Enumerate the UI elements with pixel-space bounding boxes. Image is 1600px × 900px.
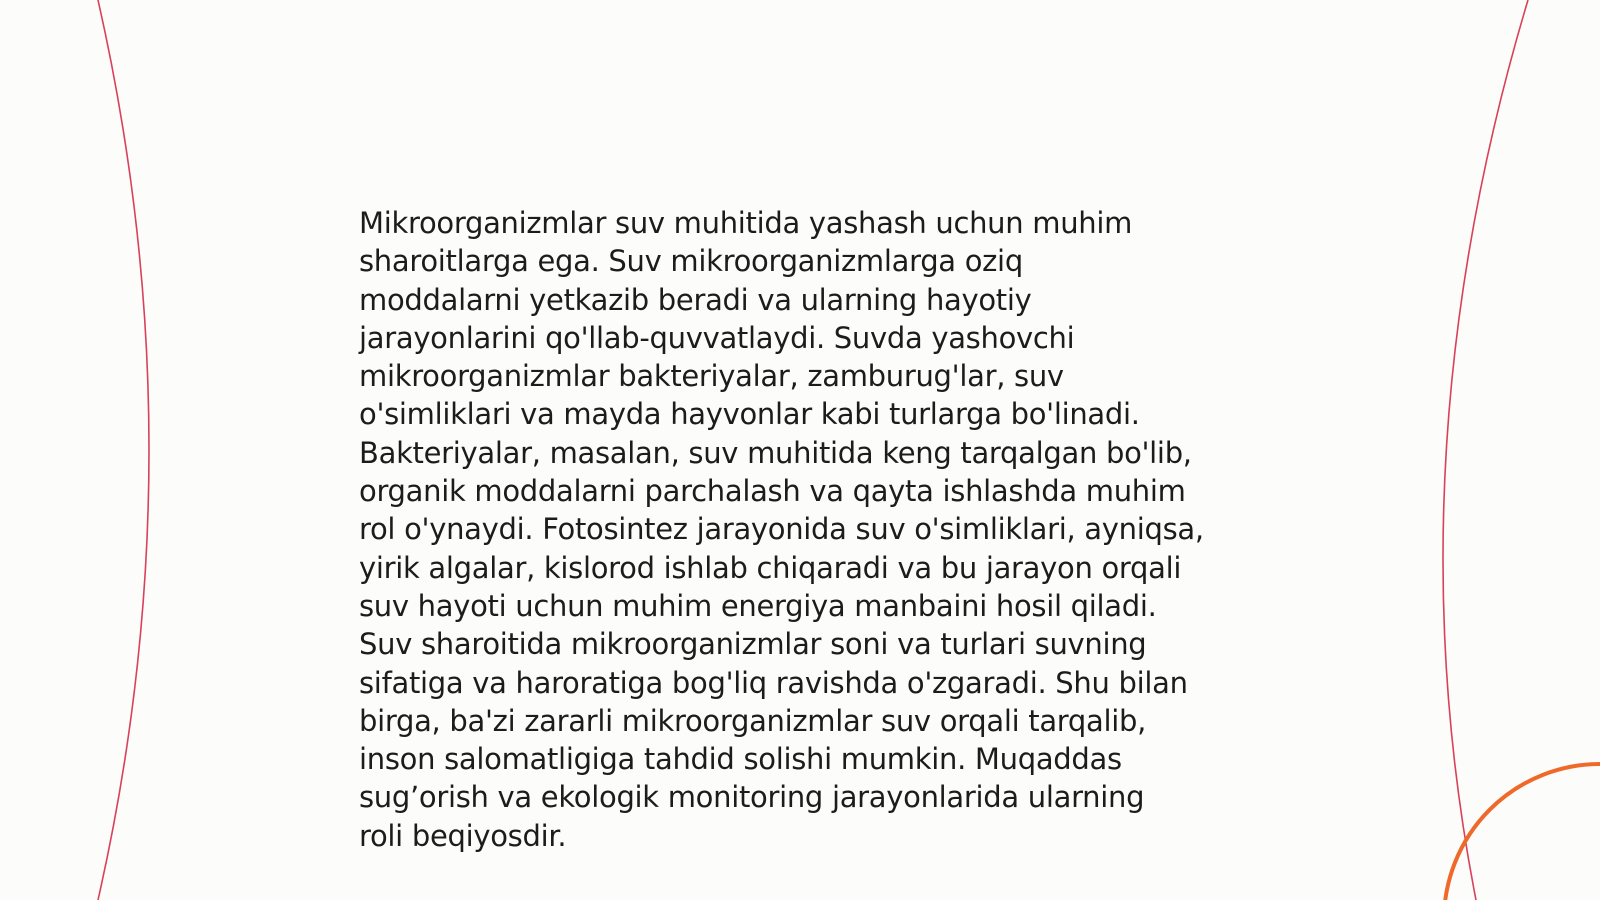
paragraph-line: jarayonlarini qo'llab-quvvatlaydi. Suvda yashovchi (359, 320, 1075, 355)
paragraph-line: yirik algalar, kislorod ishlab chiqaradi va bu jarayon orqali (359, 550, 1182, 585)
paragraph-line: Bakteriyalar, masalan, suv muhitida keng tarqalgan bo'lib, (359, 435, 1192, 470)
paragraph-line: Suv sharoitida mikroorganizmlar soni va turlari suvning (359, 627, 1147, 662)
paragraph-line: sifatiga va haroratiga bog'liq ravishda o'zgaradi. Shu bilan (359, 665, 1188, 700)
paragraph-line: inson salomatligiga tahdid solishi mumkin. Muqaddas (359, 742, 1122, 777)
paragraph-line: rol o'ynaydi. Fotosintez jarayonida suv o'simliklari, ayniqsa, (359, 512, 1204, 547)
paragraph-line: roli beqiyosdir. (359, 818, 567, 853)
paragraph-line: sug’orish va ekologik monitoring jarayonlarida ularning (359, 780, 1145, 815)
right-arc (1443, 0, 1528, 900)
paragraph-line: Mikroorganizmlar suv muhitida yashash uchun muhim (359, 206, 1133, 240)
paragraph-line: mikroorganizmlar bakteriyalar, zamburug'lar, suv (359, 359, 1064, 394)
paragraph-line: o'simliklari va mayda hayvonlar kabi turlarga bo'linadi. (359, 397, 1140, 432)
orange-circle-arc (1444, 764, 1600, 900)
paragraph-line: birga, ba'zi zararli mikroorganizmlar suv orqali tarqalib, (359, 703, 1147, 738)
paragraph-line: suv hayoti uchun muhim energiya manbaini hosil qiladi. (359, 588, 1157, 623)
paragraph-line: organik moddalarni parchalash va qayta ishlashda muhim (359, 474, 1186, 509)
left-arc (98, 0, 149, 900)
body-paragraph (359, 204, 1259, 855)
paragraph-line: moddalarni yetkazib beradi va ularning hayotiy (359, 282, 1032, 317)
paragraph-line: sharoitlarga ega. Suv mikroorganizmlarga oziq (359, 244, 1023, 279)
